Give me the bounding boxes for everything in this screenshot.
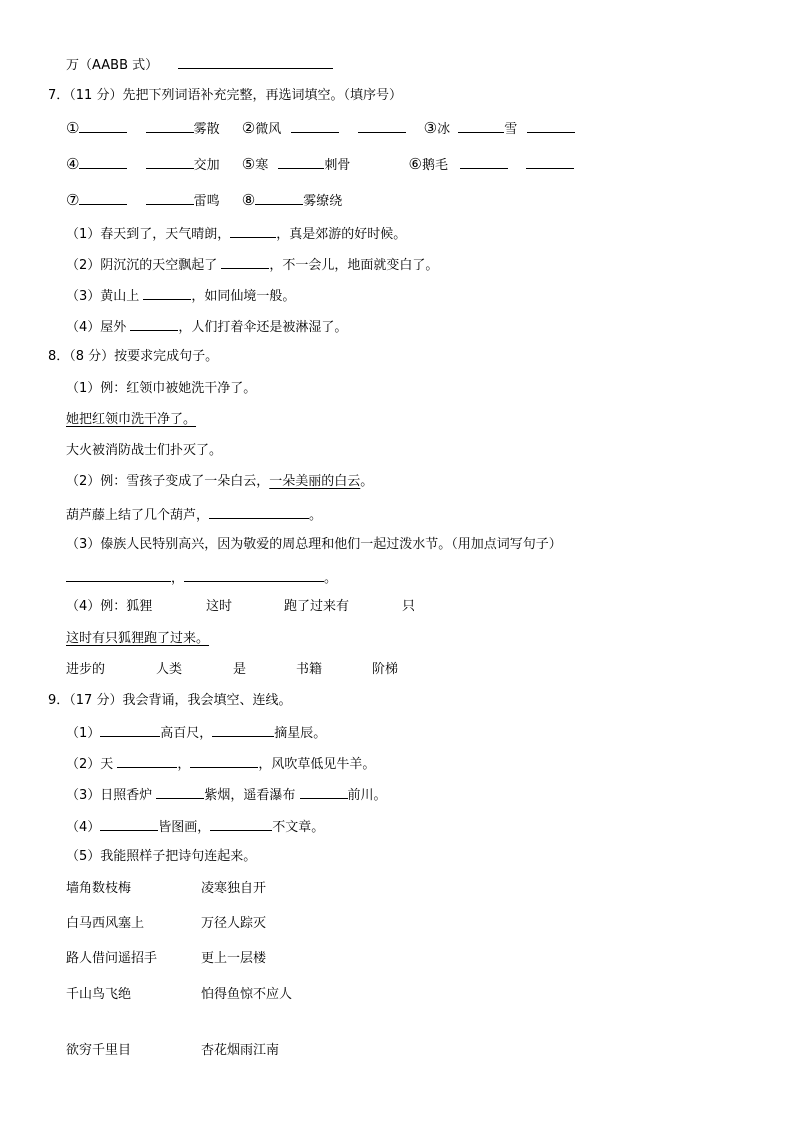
answer-blank[interactable] — [143, 287, 191, 300]
sentence-text: 。 — [360, 474, 374, 489]
item-number: ⑧ — [241, 191, 256, 209]
q8-example-4-word: 跑了过来有 — [284, 599, 350, 614]
q8-task-4-word: 书籍 — [296, 662, 323, 677]
word-prefix: 冰 — [437, 122, 451, 137]
item-number: ⑥ — [408, 155, 422, 173]
sentence-text: 。 — [309, 508, 323, 523]
q9-sentence-5: （5）我能照样子把诗句连起来。 — [66, 849, 257, 864]
answer-blank[interactable] — [460, 156, 508, 169]
answer-blank[interactable] — [278, 156, 324, 169]
answer-blank[interactable] — [156, 786, 204, 799]
answer-blank[interactable] — [117, 755, 177, 768]
answer-blank[interactable] — [79, 156, 127, 169]
sentence-text: 。 — [324, 571, 338, 586]
answer-blank[interactable] — [291, 120, 339, 133]
poem-right-line[interactable]: 万径人踪灭 — [201, 916, 267, 931]
answer-blank[interactable] — [358, 120, 406, 133]
answer-blank[interactable] — [178, 56, 333, 69]
answer-blank[interactable] — [79, 120, 127, 133]
sentence-text: ，风吹草低见牛羊。 — [258, 757, 376, 772]
item-number: ① — [66, 119, 80, 137]
sentence-text: （1） — [66, 726, 101, 741]
sentence-text: 前川。 — [347, 788, 387, 803]
poem-right-line[interactable]: 更上一层楼 — [201, 951, 267, 966]
sentence-text: ，人们打着伞还是被淋湿了。 — [178, 320, 348, 335]
answer-blank[interactable] — [100, 724, 160, 737]
sentence-text: （4）屋外 — [66, 320, 131, 335]
q7-row-2 — [66, 156, 574, 174]
item-number: ② — [241, 119, 256, 137]
poem-right-line[interactable]: 杏花烟雨江南 — [201, 1043, 280, 1058]
answer-blank[interactable] — [300, 786, 348, 799]
word-suffix: 雾散 — [193, 122, 220, 137]
item-number: ④ — [66, 155, 80, 173]
answer-blank[interactable] — [458, 120, 504, 133]
sentence-text: 摘星辰。 — [274, 726, 327, 741]
q8-header: 8．（8 分）按要求完成句子。 — [48, 349, 219, 364]
top-line — [66, 56, 333, 74]
q8-task-2 — [66, 506, 322, 524]
underlined-phrase: 一朵美丽的白云 — [269, 474, 361, 489]
q8-task-4-word: 人类 — [156, 662, 183, 677]
sentence-text: 紫烟，遥看瀑布 — [204, 788, 300, 803]
answer-blank[interactable] — [190, 755, 258, 768]
q8-task-4-word: 进步的 — [66, 662, 106, 677]
poem-left-line[interactable]: 路人借问遥招手 — [66, 951, 158, 966]
answer-blank[interactable] — [527, 120, 575, 133]
answer-blank[interactable] — [221, 256, 269, 269]
poem-left-line[interactable]: 墙角数枝梅 — [66, 881, 132, 896]
q7-sentence-2 — [66, 256, 438, 274]
q8-task-4-word: 是 — [233, 662, 247, 677]
answer-blank[interactable] — [184, 569, 324, 582]
q9-header: 9．（17 分）我会背诵，我会填空、连线。 — [48, 693, 292, 708]
q9-sentence-2 — [66, 755, 375, 773]
answer-blank[interactable] — [209, 506, 309, 519]
answer-blank[interactable] — [66, 569, 171, 582]
answer-blank[interactable] — [230, 225, 276, 238]
item-number: ③ — [423, 119, 438, 137]
answer-blank[interactable] — [210, 818, 272, 831]
top-line-text: 万（AABB 式） — [66, 58, 159, 73]
word-suffix: 雷鸣 — [193, 194, 220, 209]
answer-blank[interactable] — [130, 318, 178, 331]
answer-blank[interactable] — [79, 192, 127, 205]
poem-left-line[interactable]: 欲穷千里目 — [66, 1043, 132, 1058]
answer-blank[interactable] — [212, 724, 274, 737]
q9-sentence-1 — [66, 724, 326, 742]
poem-right-line[interactable]: 怕得鱼惊不应人 — [201, 987, 293, 1002]
q7-header: 7．（11 分）先把下列词语补充完整，再选词填空。（填序号） — [48, 88, 402, 103]
q8-example-4-word: 只 — [402, 599, 416, 614]
sentence-text: （4） — [66, 820, 101, 835]
word-prefix: 寒 — [255, 158, 269, 173]
sentence-text: （2）天 — [66, 757, 118, 772]
word-prefix: 微风 — [255, 122, 282, 137]
word-prefix: 鹅毛 — [421, 158, 448, 173]
q8-example-3: （3）傣族人民特别高兴，因为敬爱的周总理和他们一起过泼水节。（用加点词写句子） — [66, 537, 562, 552]
q8-task-3 — [66, 569, 337, 587]
q7-sentence-1 — [66, 225, 406, 243]
sentence-text: （3）日照香炉 — [66, 788, 157, 803]
q8-example-4-answer: 这时有只狐狸跑了过来。 — [66, 631, 210, 646]
q9-sentence-4 — [66, 818, 324, 836]
word-suffix: 交加 — [193, 158, 220, 173]
q7-row-3 — [66, 192, 342, 210]
answer-blank[interactable] — [146, 192, 194, 205]
q8-example-4 — [66, 599, 152, 615]
sentence-text: ， — [171, 571, 185, 586]
sentence-text: ，真是郊游的好时候。 — [276, 227, 407, 242]
sentence-text: ， — [177, 757, 191, 772]
q8-task-4-word: 阶梯 — [372, 662, 399, 677]
answer-blank[interactable] — [146, 156, 194, 169]
poem-left-line[interactable]: 千山鸟飞绝 — [66, 987, 132, 1002]
sentence-text: （3）黄山上 — [66, 289, 144, 304]
sentence-text: 高百尺， — [160, 726, 213, 741]
sentence-text: （4）例：狐狸 — [66, 599, 153, 614]
q7-sentence-4 — [66, 318, 347, 336]
answer-blank[interactable] — [255, 192, 303, 205]
word-suffix: 雾缭绕 — [303, 194, 343, 209]
item-number: ⑦ — [66, 191, 80, 209]
answer-blank[interactable] — [146, 120, 194, 133]
word-mid: 雪 — [504, 122, 518, 137]
q9-sentence-3 — [66, 786, 387, 804]
sentence-text: （1）春天到了，天气晴朗， — [66, 227, 231, 242]
sentence-text: 皆图画， — [158, 820, 211, 835]
answer-blank[interactable] — [100, 818, 158, 831]
sentence-text: （2）例：雪孩子变成了一朵白云， — [66, 474, 270, 489]
answer-blank[interactable] — [526, 156, 574, 169]
poem-right-line[interactable]: 凌寒独自开 — [201, 881, 267, 896]
q7-sentence-3 — [66, 287, 295, 305]
sentence-text: 不文章。 — [272, 820, 325, 835]
word-suffix: 刺骨 — [324, 158, 351, 173]
item-number: ⑤ — [241, 155, 256, 173]
poem-left-line[interactable]: 白马西风塞上 — [66, 916, 145, 931]
sentence-text: ，如同仙境一般。 — [191, 289, 296, 304]
q7-row-1 — [66, 120, 575, 138]
q8-example-4-word: 这时 — [206, 599, 233, 614]
sentence-text: ，不一会儿，地面就变白了。 — [269, 258, 439, 273]
q8-example-1: （1）例：红领巾被她洗干净了。 — [66, 381, 257, 396]
q8-task-1: 大火被消防战士们扑灭了。 — [66, 443, 223, 458]
q8-example-1-answer: 她把红领巾洗干净了。 — [66, 412, 197, 427]
q8-example-2 — [66, 474, 373, 490]
sentence-text: （2）阴沉沉的天空飘起了 — [66, 258, 222, 273]
sentence-text: 葫芦藤上结了几个葫芦， — [66, 508, 210, 523]
